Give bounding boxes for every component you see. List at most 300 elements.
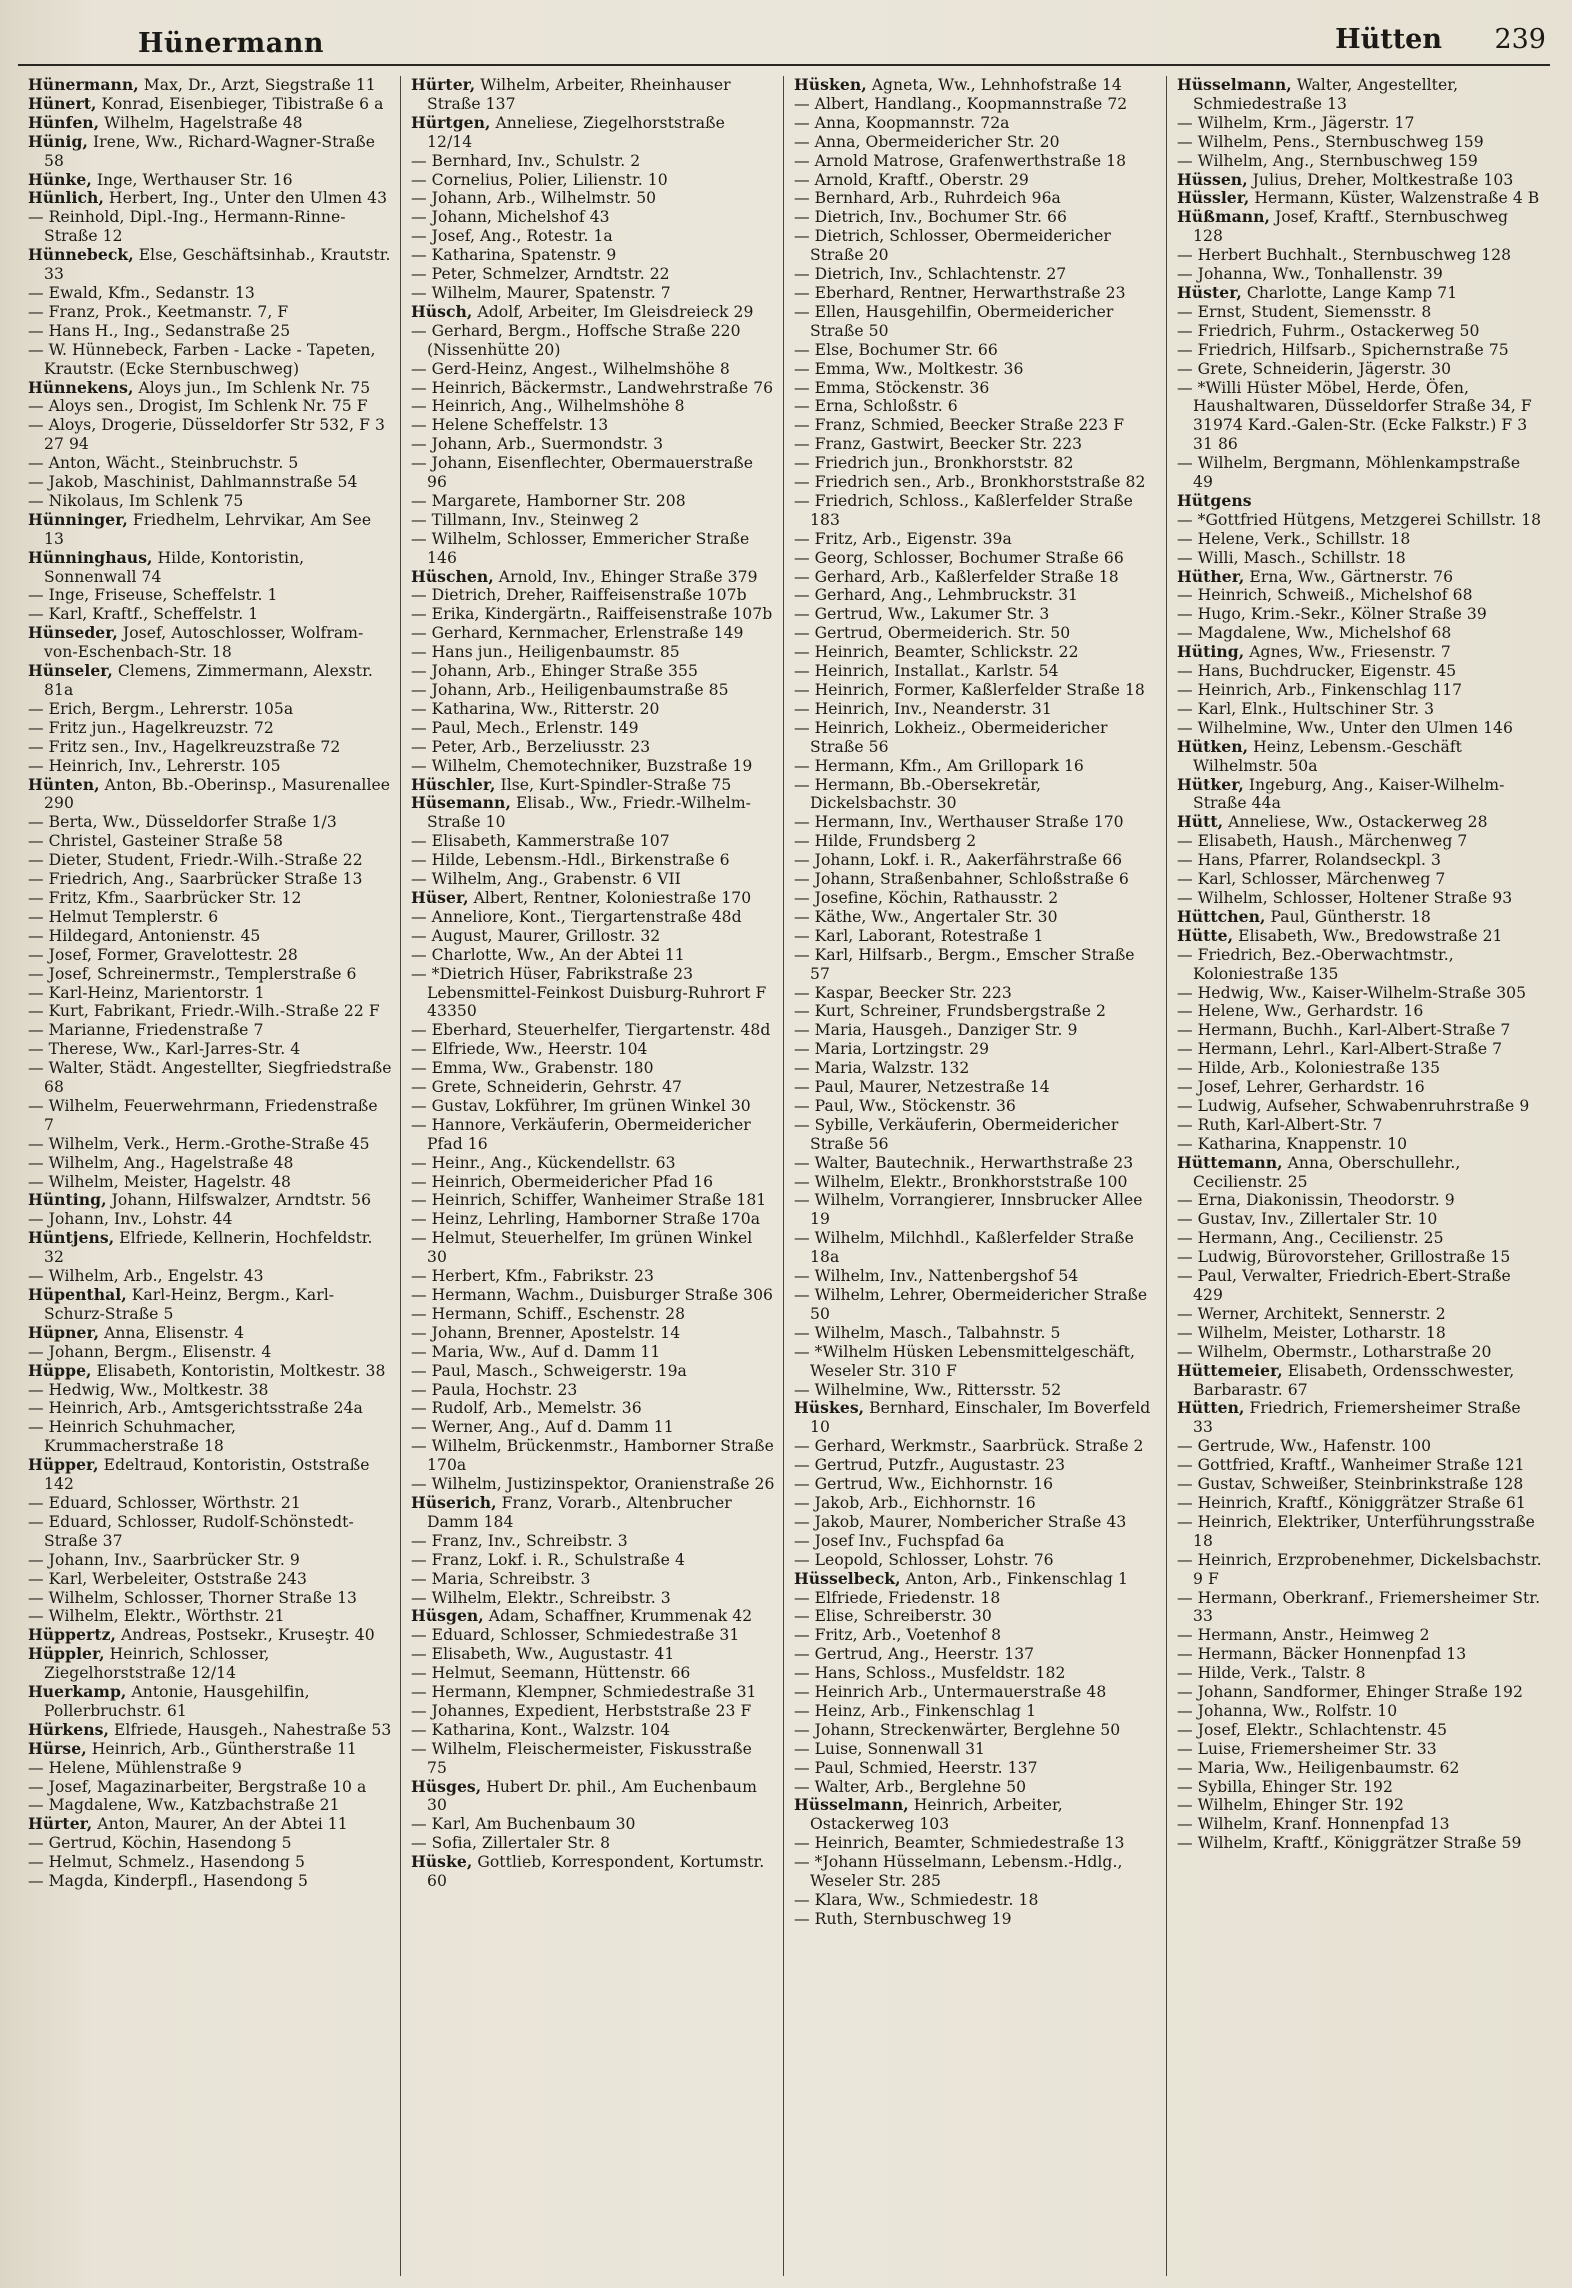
directory-entry (411, 643, 775, 662)
entry-details: Ilse, Kurt-Spindler-Straße 75 (495, 775, 732, 794)
entry-details: — Wilhelm, Ehinger Str. 192 (1177, 1796, 1405, 1815)
entry-details: — Elisabeth, Kammerstraße 107 (411, 832, 670, 851)
directory-entry (794, 1551, 1158, 1570)
entry-details: — Katharina, Knappenstr. 10 (1177, 1134, 1408, 1153)
entry-details: — Hermann, Lehrl., Karl-Albert-Straße 7 (1177, 1040, 1503, 1059)
entry-details: — Heinr., Ang., Kückendellstr. 63 (411, 1153, 676, 1172)
directory-entry (1177, 1191, 1542, 1210)
directory-column-2 (401, 76, 784, 2276)
entry-details: — Karl, Hilfsarb., Bergm., Emscher Straße 57 (794, 945, 1135, 983)
entry-details: — Wilhelm, Lehrer, Obermeidericher Straße 50 (794, 1286, 1148, 1323)
entry-details: — Karl, Laborant, Rotestraße 1 (794, 926, 1044, 945)
entry-details: — Hans, Pfarrer, Rolandseckpl. 3 (1177, 851, 1442, 870)
directory-entry (28, 851, 392, 870)
directory-entry (794, 1343, 1158, 1381)
entry-details: — Maria, Walzstr. 132 (794, 1059, 970, 1078)
directory-entry (28, 1570, 392, 1589)
directory-entry (411, 889, 775, 908)
entry-details: — Heinrich, Installat., Karlstr. 54 (794, 662, 1059, 681)
entry-details: — Heinz, Arb., Finkenschlag 1 (794, 1701, 1037, 1720)
directory-entry (794, 360, 1158, 379)
directory-entry (1177, 1683, 1542, 1702)
directory-entry (28, 927, 392, 946)
directory-entry (411, 908, 775, 927)
directory-entry (794, 1683, 1158, 1702)
directory-entry (28, 813, 392, 832)
entry-surname: Hünninghaus, (28, 547, 153, 567)
directory-entry (411, 1607, 775, 1626)
entry-details: Clemens, Zimmermann, Alexstr. 81a (44, 662, 373, 699)
entry-details: — Walter, Bautechnik., Herwarthstraße 23 (794, 1153, 1134, 1172)
entry-surname: Hüschler, (411, 774, 496, 794)
entry-details: — Maria, Schreibstr. 3 (411, 1569, 591, 1588)
entry-details: Josef, Autoschlosser, Wolfram-von-Eschenbach-Str. 18 (44, 624, 364, 662)
entry-details: — Heinrich, Inv., Neanderstr. 31 (794, 699, 1052, 718)
directory-entry (794, 1399, 1158, 1437)
entry-details: — Maria, Hausgeh., Danziger Str. 9 (794, 1021, 1078, 1040)
directory-entry (411, 1702, 775, 1721)
entry-details: — Wilhelm, Obermstr., Lotharstraße 20 (1177, 1342, 1492, 1361)
directory-entry (794, 984, 1158, 1003)
entry-details: Elfriede, Hausgeh., Nahestraße 53 (108, 1720, 392, 1739)
directory-column-3 (784, 76, 1167, 2276)
directory-entry (28, 171, 392, 190)
directory-entry (411, 757, 775, 776)
entry-details: Irene, Ww., Richard-Wagner-Straße 58 (44, 132, 375, 170)
directory-entry (411, 227, 775, 246)
directory-entry (794, 1607, 1158, 1626)
directory-entry (28, 1021, 392, 1040)
directory-entry (28, 322, 392, 341)
directory-entry (1177, 1040, 1542, 1059)
directory-entry (1177, 1362, 1542, 1400)
entry-details: — Johann, Michelshof 43 (411, 208, 610, 227)
entry-details: — Friedrich, Ang., Saarbrücker Straße 13 (28, 870, 363, 889)
directory-entry (411, 1021, 775, 1040)
entry-details: — Marianne, Friedenstraße 7 (28, 1021, 264, 1040)
directory-entry (411, 322, 775, 360)
directory-entry (794, 1437, 1158, 1456)
entry-details: — Erich, Bergm., Lehrerstr. 105a (28, 699, 294, 718)
directory-entry (28, 738, 392, 757)
entry-surname: Hüsges, (411, 1776, 482, 1796)
entry-details: — Franz, Inv., Schreibstr. 3 (411, 1531, 628, 1550)
directory-entry (1177, 1796, 1542, 1815)
entry-details: — Johanna, Ww., Rolfstr. 10 (1177, 1701, 1398, 1720)
directory-entry (794, 227, 1158, 265)
directory-entry (794, 1229, 1158, 1267)
entry-details: — Wilhelm, Maurer, Spatenstr. 7 (411, 283, 671, 302)
entry-details: — Hermann, Bb.-Obersekretär, Dickelsbachstr. 30 (794, 775, 1042, 813)
entry-details: — Gustav, Inv., Zillertaler Str. 10 (1177, 1210, 1438, 1229)
entry-surname: Hüsselbeck, (794, 1568, 901, 1588)
entry-details: — Peter, Arb., Berzeliusstr. 23 (411, 737, 651, 756)
directory-entry (28, 284, 392, 303)
entry-details: — Hildegard, Antonienstr. 45 (28, 926, 261, 945)
entry-details: — W. Hünnebeck, Farben - Lacke - Tapeten, Krautstr. (Ecke Sternbuschweg) (28, 340, 376, 378)
directory-entry (411, 1815, 775, 1834)
entry-details: — Elisabeth, Haush., Märchenweg 7 (1177, 832, 1468, 851)
entry-details: — Leopold, Schlosser, Lohstr. 76 (794, 1550, 1054, 1569)
entry-details: — Wilhelm, Ang., Grabenstr. 6 VII (411, 870, 681, 889)
directory-entry (28, 1154, 392, 1173)
directory-entry (411, 1173, 775, 1192)
entry-details: Bernhard, Einschaler, Im Boverfeld 10 (810, 1399, 1151, 1437)
entry-details: — Walter, Städt. Angestellter, Siegfriedstraße 68 (28, 1059, 392, 1097)
entry-details: — Johann, Arb., Wilhelmstr. 50 (411, 189, 657, 208)
entry-details: — Wilhelm, Vorrangierer, Innsbrucker Allee 19 (794, 1191, 1143, 1229)
entry-details: — Franz, Prok., Keetmanstr. 7, F (28, 302, 289, 321)
directory-entry (1177, 586, 1542, 605)
entry-surname: Hüßmann, (1177, 207, 1271, 227)
entry-details: — Magdalene, Ww., Katzbachstraße 21 (28, 1796, 340, 1815)
entry-details: — Therese, Ww., Karl-Jarres-Str. 4 (28, 1040, 301, 1059)
entry-surname: Hünninger, (28, 509, 128, 529)
entry-details: — Luise, Friemersheimer Str. 33 (1177, 1739, 1437, 1758)
directory-entry (28, 1589, 392, 1608)
directory-entry (411, 1362, 775, 1381)
entry-details: — Johann, Streckenwärter, Berglehne 50 (794, 1720, 1121, 1739)
directory-entry (28, 1513, 392, 1551)
directory-entry (1177, 870, 1542, 889)
entry-surname: Hürter, (28, 1814, 93, 1834)
directory-entry (1177, 1551, 1542, 1589)
entry-details: — Franz, Gastwirt, Beecker Str. 223 (794, 435, 1083, 454)
directory-entry (411, 189, 775, 208)
directory-entry (411, 1551, 775, 1570)
entry-details: — Eduard, Schlosser, Wörthstr. 21 (28, 1493, 301, 1512)
entry-details: Anton, Maurer, An der Abtei 11 (92, 1815, 348, 1834)
entry-details: — Elisabeth, Ww., Augustastr. 41 (411, 1645, 675, 1664)
directory-entry (411, 1229, 775, 1267)
entry-details: — Erna, Diakonissin, Theodorstr. 9 (1177, 1191, 1455, 1210)
directory-entry (28, 379, 392, 398)
directory-entry (411, 1116, 775, 1154)
entry-details: — Josef, Lehrer, Gerhardstr. 16 (1177, 1078, 1425, 1097)
entry-details: — Fritz, Kfm., Saarbrücker Str. 12 (28, 888, 302, 907)
entry-details: Andreas, Postsekr., Kruseştr. 40 (115, 1626, 375, 1645)
entry-details: — Erika, Kindergärtn., Raiffeisenstraße 107b (411, 605, 773, 624)
directory-entry (1177, 1721, 1542, 1740)
entry-details: — Georg, Schlosser, Bochumer Straße 66 (794, 548, 1124, 567)
entry-details: — Franz, Lokf. i. R., Schulstraße 4 (411, 1550, 685, 1569)
entry-details: — Wilhelm, Masch., Talbahnstr. 5 (794, 1323, 1061, 1342)
entry-details: — Helene Scheffelstr. 13 (411, 416, 609, 435)
directory-entry (411, 794, 775, 832)
entry-surname: Hüpper, (28, 1455, 99, 1475)
entry-details: — Sofia, Zillertaler Str. 8 (411, 1834, 611, 1853)
entry-details: Herbert, Ing., Unter den Ulmen 43 (103, 189, 388, 208)
directory-entry (794, 1286, 1158, 1324)
directory-entry (28, 1872, 392, 1891)
directory-entry (1177, 76, 1542, 114)
entry-details: — Hermann, Inv., Werthauser Straße 170 (794, 813, 1124, 832)
entry-details: — Anna, Koopmannstr. 72a (794, 113, 1010, 132)
directory-entry (411, 1267, 775, 1286)
directory-entry (794, 1475, 1158, 1494)
directory-entry (794, 1191, 1158, 1229)
directory-entry (28, 1494, 392, 1513)
entry-details: Aloys jun., Im Schlenk Nr. 75 (133, 378, 371, 397)
directory-entry (28, 1551, 392, 1570)
entry-details: — Josef, Elektr., Schlachtenstr. 45 (1177, 1720, 1448, 1739)
entry-details: Elisab., Ww., Friedr.-Wilhelm-Straße 10 (427, 794, 751, 832)
entry-details: — Heinrich, Arb., Amtsgerichtsstraße 24a (28, 1399, 363, 1418)
directory-entry (411, 152, 775, 171)
entry-details: Anna, Oberschullehr., Cecilienstr. 25 (1193, 1153, 1461, 1191)
entry-surname: Hüsemann, (411, 793, 511, 813)
directory-entry (28, 473, 392, 492)
directory-entry (1177, 530, 1542, 549)
directory-entry (28, 1002, 392, 1021)
entry-surname: Hüssler, (1177, 188, 1250, 208)
entry-details: — Ludwig, Aufseher, Schwabenruhrstraße 9 (1177, 1096, 1530, 1115)
entry-details: — Fritz, Arb., Voetenhof 8 (794, 1626, 1002, 1645)
entry-details: — Jakob, Maurer, Nombericher Straße 43 (794, 1512, 1127, 1531)
entry-details: — Ruth, Karl-Albert-Str. 7 (1177, 1115, 1383, 1134)
entry-details: — Wilhelm, Feuerwehrmann, Friedenstraße 7 (28, 1096, 378, 1134)
entry-details: — Jakob, Arb., Eichhornstr. 16 (794, 1493, 1036, 1512)
directory-entry (1177, 1154, 1542, 1192)
entry-details: — Hilde, Frundsberg 2 (794, 832, 977, 851)
directory-entry (28, 1059, 392, 1097)
entry-surname: Hütgens (1177, 490, 1252, 510)
directory-entry (28, 757, 392, 776)
directory-entry (1177, 927, 1542, 946)
entry-details: — Hans, Schloss., Musfeldstr. 182 (794, 1664, 1066, 1683)
entry-details: — Arnold Matrose, Grafenwerthstraße 18 (794, 151, 1127, 170)
directory-entry (1177, 322, 1542, 341)
directory-entry (1177, 1494, 1542, 1513)
directory-entry (411, 832, 775, 851)
directory-entry (411, 1853, 775, 1891)
entry-details: — Wilhelm, Chemotechniker, Buzstraße 19 (411, 756, 753, 775)
directory-entry (411, 1078, 775, 1097)
entry-surname: Hünseder, (28, 623, 118, 643)
entry-details: — Jakob, Maschinist, Dahlmannstraße 54 (28, 473, 358, 492)
directory-entry (1177, 1513, 1542, 1551)
directory-entry (794, 1853, 1158, 1891)
directory-entry (28, 114, 392, 133)
entry-surname: Hünig, (28, 131, 88, 151)
entry-details: — Grete, Schneiderin, Jägerstr. 30 (1177, 359, 1452, 378)
entry-details: — Bernhard, Inv., Schulstr. 2 (411, 151, 641, 170)
entry-details: — Heinrich, Inv., Lehrerstr. 105 (28, 756, 281, 775)
entry-details: — Josefine, Köchin, Rathausstr. 2 (794, 888, 1059, 907)
directory-entry (794, 1910, 1158, 1929)
entry-details: — Wilhelm, Verk., Herm.-Grothe-Straße 45 (28, 1134, 370, 1153)
directory-entry (794, 1267, 1158, 1286)
directory-entry (1177, 189, 1542, 208)
entry-details: — Heinrich, Schiffer, Wanheimer Straße 181 (411, 1191, 767, 1210)
entry-details: Hermann, Küster, Walzenstraße 4 B (1249, 189, 1540, 208)
entry-details: Josef, Kraftf., Sternbuschweg 128 (1193, 208, 1509, 246)
entry-details: — Hugo, Krim.-Sekr., Kölner Straße 39 (1177, 605, 1487, 624)
entry-details: — Hermann, Bäcker Honnenpfad 13 (1177, 1645, 1467, 1664)
entry-surname: Hünlich, (28, 188, 104, 208)
directory-entry (794, 341, 1158, 360)
entry-details: — Helmut, Steuerhelfer, Im grünen Winkel 30 (411, 1229, 753, 1267)
entry-details: — Karl, Am Buchenbaum 30 (411, 1815, 636, 1834)
entry-details: Antonie, Hausgehilfin, Pollerbruchstr. 61 (44, 1683, 310, 1720)
directory-entry (28, 246, 392, 284)
directory-entry (411, 171, 775, 190)
directory-entry (794, 1645, 1158, 1664)
directory-entry (28, 889, 392, 908)
entry-surname: Hürtgen, (411, 112, 491, 132)
entry-details: — Albert, Handlang., Koopmannstraße 72 (794, 94, 1128, 113)
directory-entry (794, 1891, 1158, 1910)
entry-details: Heinz, Lebensm.-Geschäft Wilhelmstr. 50a (1193, 737, 1462, 775)
directory-entry (411, 1683, 775, 1702)
directory-entry (1177, 454, 1542, 492)
entry-details: — Ludwig, Bürovorsteher, Grillostraße 15 (1177, 1248, 1511, 1267)
entry-surname: Huerkamp, (28, 1682, 127, 1702)
entry-surname: Hünseler, (28, 661, 113, 681)
entry-details: — Karl, Elnk., Hultschiner Str. 3 (1177, 699, 1435, 718)
directory-entry (1177, 492, 1542, 511)
entry-surname: Hürkens, (28, 1719, 109, 1739)
directory-entry (28, 1626, 392, 1645)
entry-details: Inge, Werthauser Str. 16 (91, 170, 293, 189)
directory-entry (794, 1778, 1158, 1797)
entry-surname: Hüppe, (28, 1360, 92, 1380)
entry-details: — Wilhelm, Pens., Sternbuschweg 159 (1177, 132, 1484, 151)
entry-surname: Hüting, (1177, 642, 1245, 662)
entry-details: — Heinz, Lehrling, Hamborner Straße 170a (411, 1210, 761, 1229)
entry-details: — Wilhelm, Meister, Lotharstr. 18 (1177, 1323, 1446, 1342)
directory-entry (411, 379, 775, 398)
directory-entry (28, 700, 392, 719)
directory-entry (411, 927, 775, 946)
entry-surname: Hürse, (28, 1738, 87, 1758)
entry-details: — Friedrich, Schloss., Kaßlerfelder Straße 183 (794, 491, 1133, 529)
directory-entry (411, 1778, 775, 1816)
directory-entry (794, 492, 1158, 530)
directory-entry (28, 662, 392, 700)
directory-entry (28, 95, 392, 114)
directory-entry (794, 1589, 1158, 1608)
entry-details: — Gerhard, Kernmacher, Erlenstraße 149 (411, 624, 744, 643)
directory-entry (1177, 1248, 1542, 1267)
directory-entry (28, 1040, 392, 1059)
entry-details: — Heinrich, Schweiß., Michelshof 68 (1177, 586, 1473, 605)
entry-surname: Hüser, (411, 887, 469, 907)
entry-surname: Hütte, (1177, 925, 1234, 945)
entry-details: Albert, Rentner, Koloniestraße 170 (468, 888, 752, 907)
entry-details: — Nikolaus, Im Schlenk 75 (28, 491, 244, 510)
directory-columns (18, 76, 1550, 2276)
directory-entry (794, 832, 1158, 851)
entry-details: — Wilhelm, Elektr., Wörthstr. 21 (28, 1607, 285, 1626)
directory-entry (411, 1437, 775, 1475)
directory-entry (411, 76, 775, 114)
directory-entry (794, 1059, 1158, 1078)
entry-details: — Eberhard, Rentner, Herwarthstraße 23 (794, 283, 1126, 302)
entry-surname: Hütt, (1177, 812, 1224, 832)
directory-entry (411, 1834, 775, 1853)
directory-entry (28, 1778, 392, 1797)
directory-entry (1177, 681, 1542, 700)
entry-details: — Wilhelm, Elektr., Bronkhorststraße 100 (794, 1172, 1128, 1191)
directory-entry (411, 284, 775, 303)
entry-details: — Hedwig, Ww., Moltkestr. 38 (28, 1380, 269, 1399)
entry-details: — Josef, Former, Gravelottestr. 28 (28, 945, 298, 964)
directory-entry (28, 1135, 392, 1154)
entry-surname: Hünke, (28, 169, 92, 189)
directory-entry (1177, 1324, 1542, 1343)
entry-details: Heinrich, Arb., Güntherstraße 11 (86, 1739, 357, 1758)
entry-details: — Ernst, Student, Siemensstr. 8 (1177, 302, 1432, 321)
directory-entry (411, 530, 775, 568)
entry-surname: Hüschen, (411, 566, 494, 586)
directory-entry (1177, 1475, 1542, 1494)
entry-surname: Hüske, (411, 1852, 473, 1872)
directory-entry (411, 738, 775, 757)
directory-entry (1177, 605, 1542, 624)
directory-entry (1177, 360, 1542, 379)
directory-entry (28, 1343, 392, 1362)
entry-details: — Kaspar, Beecker Str. 223 (794, 983, 1012, 1002)
entry-details: — Friedrich, Bez.-Oberwachtmstr., Koloniestraße 135 (1177, 945, 1454, 983)
entry-surname: Hüsselmann, (794, 1795, 909, 1815)
entry-details: — Johann, Arb., Suermondstr. 3 (411, 435, 664, 454)
entry-details: — Heinrich, Elektriker, Unterführungsstraße 18 (1177, 1512, 1535, 1550)
entry-surname: Hünermann, (28, 76, 139, 94)
entry-details: — Else, Bochumer Str. 66 (794, 340, 998, 359)
directory-entry (411, 624, 775, 643)
directory-entry (28, 1796, 392, 1815)
entry-details: Anna, Elisenstr. 4 (99, 1323, 245, 1342)
entry-details: — Rudolf, Arb., Memelstr. 36 (411, 1399, 642, 1418)
entry-surname: Hüpner, (28, 1322, 100, 1342)
entry-details: — Maria, Ww., Heiligenbaumstr. 62 (1177, 1758, 1460, 1777)
entry-details: — Gottfried, Kraftf., Wanheimer Straße 121 (1177, 1456, 1525, 1475)
entry-details: — Reinhold, Dipl.-Ing., Hermann-Rinne-Straße 12 (28, 208, 346, 246)
entry-details: — Heinrich, Lokheiz., Obermeidericher Straße 56 (794, 718, 1108, 756)
entry-details: Agneta, Ww., Lehnhofstraße 14 (866, 76, 1122, 94)
directory-entry (794, 114, 1158, 133)
directory-entry (411, 435, 775, 454)
entry-details: Anton, Arb., Finkenschlag 1 (900, 1569, 1128, 1588)
directory-entry (28, 492, 392, 511)
directory-entry (1177, 171, 1542, 190)
page-number: 239 (1494, 24, 1546, 55)
directory-entry (794, 1078, 1158, 1097)
entry-details: — Aloys sen., Drogist, Im Schlenk Nr. 75 F (28, 397, 368, 416)
entry-details: — Walter, Arb., Berglehne 50 (794, 1777, 1027, 1796)
directory-entry (28, 208, 392, 246)
directory-entry (28, 1210, 392, 1229)
directory-entry (28, 1645, 392, 1683)
directory-entry (411, 700, 775, 719)
directory-entry (411, 1381, 775, 1400)
entry-details: — Wilhelm, Meister, Hagelstr. 48 (28, 1172, 292, 1191)
directory-entry (411, 1626, 775, 1645)
directory-entry (28, 1286, 392, 1324)
entry-details: — Charlotte, Ww., An der Abtei 11 (411, 945, 685, 964)
directory-entry (28, 984, 392, 1003)
entry-details: — Hans jun., Heiligenbaumstr. 85 (411, 643, 680, 662)
entry-details: Friedrich, Friemersheimer Straße 33 (1193, 1399, 1521, 1437)
directory-entry (411, 1040, 775, 1059)
directory-entry (1177, 284, 1542, 303)
directory-entry (794, 889, 1158, 908)
entry-details: — Sybille, Verkäuferin, Obermeidericher Straße 56 (794, 1115, 1119, 1153)
directory-entry (411, 851, 775, 870)
directory-entry (28, 1399, 392, 1418)
entry-details: — Johanna, Ww., Tonhallenstr. 39 (1177, 265, 1443, 284)
